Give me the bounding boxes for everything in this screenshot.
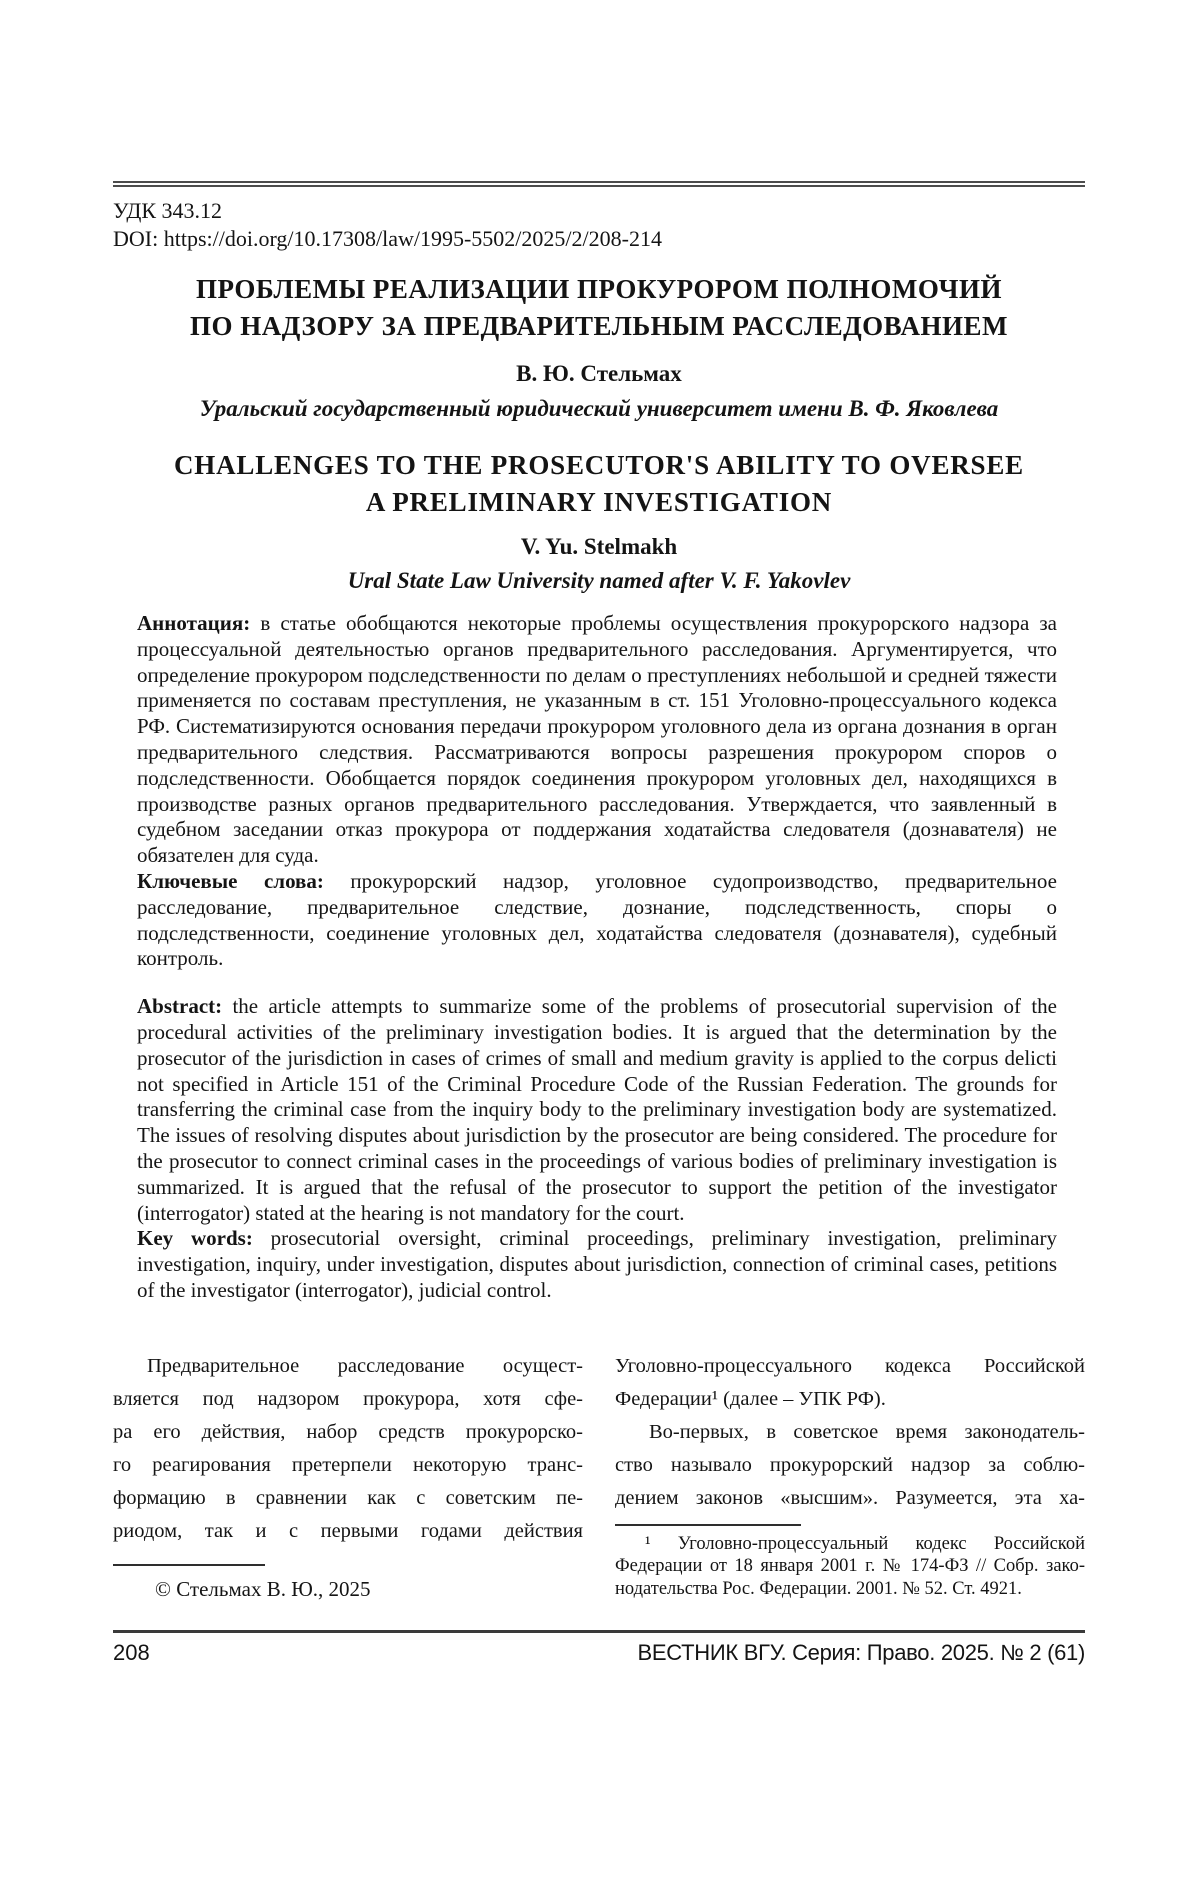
keywords-en-paragraph: [137, 1226, 1057, 1303]
footnote-rule: [615, 1524, 801, 1526]
keywords-en-label: Key words:: [137, 1226, 253, 1251]
abstract-paragraph: [137, 994, 1057, 1226]
left-column-line: риодом, так и с первыми годами действия: [113, 1519, 583, 1542]
body-left-column: [113, 1350, 583, 1606]
author-name-ru: В. Ю. Стельмах: [516, 361, 682, 386]
footnote-line: ¹ Уголовно-процессуальный кодекс Российской: [645, 1533, 1085, 1554]
doi-line: DOI: https://doi.org/10.17308/law/1995-5502/2025/2/208-214: [113, 226, 662, 251]
udc-doi-block: [113, 197, 1085, 253]
abstract-text: the article attempts to summarize some of the problems of prosecutorial supervision of the procedural activities of the preliminary investigation bodies. It is argued that the determination by the prosecutor of the jurisdiction in cases of crimes of small and medium gravity is applied to the corpus delicti not specified in Article 151 of the Criminal Procedure Code of the Russian Federation. The grounds for transferring the criminal case from the inquiry body to the preliminary investigation body are systematized. The issues of resolving disputes about jurisdiction by the prosecutor are being considered. The procedure for the prosecutor to connect criminal cases in the proceedings of various bodies of preliminary investigation is summarized. It is argued that the refusal of the prosecutor to support the petition of the investigator (interrogator) stated at the hearing is not mandatory for the court.: [137, 994, 1058, 1225]
page-footer: [113, 1630, 1085, 1666]
author-name-en: V. Yu. Stelmakh: [520, 534, 678, 559]
keywords-ru-text: прокурорский надзор, уголовное судопроизводство, предварительное расследование, предварительное следствие, дознание, подследственность, споры о подследственности, соединение уголовных дел, ходатайства следователя (дознавателя), судебный контроль.: [137, 868, 1057, 971]
left-column-line: вляется под надзором прокурора, хотя сфе-: [113, 1387, 583, 1410]
right-column-line: дением законов «высшим». Разумеется, эта ха-: [615, 1486, 1085, 1509]
right-column-line: ство называло прокурорский надзор за соблю-: [615, 1453, 1085, 1476]
keywords-ru-label: Ключевые слова:: [137, 868, 324, 893]
affiliation-en: Ural State Law University named after V. F. Yakovlev: [347, 568, 851, 593]
article-title-en-line2: A PRELIMINARY INVESTIGATION: [365, 487, 833, 517]
abstract-label: Abstract:: [137, 994, 223, 1019]
affiliation-ru: Уральский государственный юридический университет имени В. Ф. Яковлева: [199, 396, 999, 421]
article-title-en-line1: CHALLENGES TO THE PROSECUTOR'S ABILITY TO OVERSEE: [174, 450, 1024, 480]
page-number: 208: [113, 1639, 150, 1665]
right-column-line: Во-первых, в советское время законодатель-: [649, 1420, 1085, 1443]
footnote-line: нодательства Рос. Федерации. 2001. № 52. Ст. 4921.: [615, 1578, 1022, 1599]
annotation-paragraph: [137, 611, 1057, 869]
header-double-rule: [113, 181, 1085, 187]
left-column-line: Предварительное расследование осущест-: [147, 1354, 583, 1377]
paper-page: [0, 181, 1200, 1878]
journal-title: ВЕСТНИК ВГУ. Серия: Право. 2025. № 2 (61): [637, 1639, 1085, 1665]
right-column-line: Уголовно-процессуального кодекса Российской: [615, 1354, 1085, 1377]
abstract-zone: [137, 611, 1057, 1304]
footnote-line: Федерации от 18 января 2001 г. № 174-ФЗ // Собр. зако-: [615, 1556, 1085, 1577]
right-column-line: Федерации¹ (далее – УПК РФ).: [615, 1387, 886, 1410]
article-title-ru: [113, 271, 1085, 345]
annotation-text: в статье обобщаются некоторые проблемы осуществления прокурорского надзора за процессуальной деятельностью органов предварительного расследования. Аргументируется, что определение прокурором подследственности по делам о преступлениях небольшой и средней тяжести применяется по составам преступления, не указанным в ст. 151 Уголовно-процессуального кодекса РФ. Систематизируются основания передачи прокурором уголовного дела из органа дознания в орган предварительного следствия. Рассматриваются вопросы разрешения прокурором споров о подследственности. Обобщается порядок соединения прокурором уголовных дел, находящихся в производстве разных органов предварительного расследования. Утверждается, что заявленный в судебном заседании отказ прокурора от поддержания ходатайства следователя (дознавателя) не обязателен для суда.: [137, 611, 1058, 868]
article-title-ru-line2: ПО НАДЗОРУ ЗА ПРЕДВАРИТЕЛЬНЫМ РАССЛЕДОВАНИЕМ: [190, 311, 1008, 341]
copyright-rule: [113, 1564, 265, 1566]
left-column-line: ра его действия, набор средств прокурорско-: [113, 1420, 583, 1443]
left-column-line: го реагирования претерпели некоторую транс-: [113, 1453, 583, 1476]
annotation-label: Аннотация:: [137, 611, 251, 635]
keywords-en-text: prosecutorial oversight, criminal proceedings, preliminary investigation, preliminary investigation, inquiry, under investigation, disputes about jurisdiction, connection of criminal cases, petitions of the investigator (interrogator), judicial control.: [137, 1226, 1057, 1302]
body-columns: [113, 1350, 1085, 1606]
udc-line: УДК 343.12: [113, 198, 223, 223]
article-title-en: [113, 447, 1085, 521]
body-right-column: [615, 1350, 1085, 1606]
keywords-ru-paragraph: [137, 869, 1057, 972]
left-column-line: формацию в сравнении как с советским пе-: [113, 1486, 583, 1509]
article-title-ru-line1: ПРОБЛЕМЫ РЕАЛИЗАЦИИ ПРОКУРОРОМ ПОЛНОМОЧИЙ: [195, 274, 1003, 304]
copyright-notice: © Стельмах В. Ю., 2025: [155, 1576, 371, 1601]
footnote-block: [615, 1533, 1085, 1601]
